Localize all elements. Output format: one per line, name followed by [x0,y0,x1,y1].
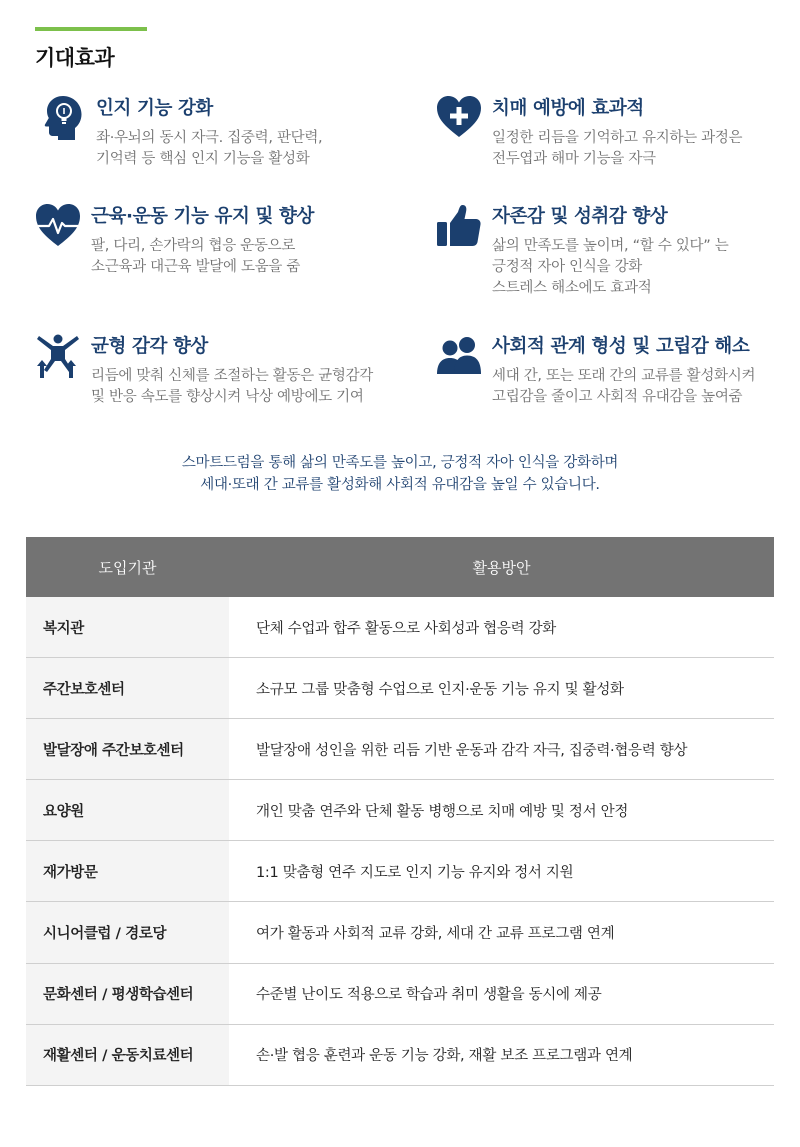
usage-cell: 단체 수업과 합주 활동으로 사회성과 협응력 강화 [256,620,556,637]
column-header-institution: 도입기관 [98,558,157,577]
effect-title: 자존감 및 성취감 향상 [492,206,668,227]
heart-plus-icon [436,94,482,140]
usage-cell: 수준별 난이도 적용으로 학습과 취미 생활을 동시에 제공 [256,987,602,1004]
effect-desc-line: 스트레스 해소에도 효과적 [492,280,652,296]
effect-title: 사회적 관계 형성 및 고립감 해소 [492,336,750,357]
effect-desc-line: 및 반응 속도를 향상시켜 낙상 예방에도 기여 [91,389,364,405]
effect-title: 인지 기능 강화 [96,98,213,119]
effect-description [96,128,322,170]
table-row [26,841,774,902]
table-row [26,719,774,780]
summary-text [0,452,800,496]
effect-desc-line: 일정한 리듬을 기억하고 유지하는 과정은 [492,130,743,146]
usage-cell: 여가 활동과 사회적 교류 강화, 세대 간 교류 프로그램 연계 [256,926,615,943]
effect-desc-line: 전두엽과 해마 기능을 자극 [492,151,656,167]
effect-desc-line: 기억력 등 핵심 인지 기능을 활성화 [96,151,310,167]
table-header [26,537,774,597]
usage-cell: 발달장애 성인을 위한 리듬 기반 운동과 감각 자극, 집중력·협응력 향상 [256,742,688,759]
table-row [26,597,774,658]
effect-desc-line: 팔, 다리, 손가락의 협응 운동으로 [91,238,296,254]
institution-cell: 요양원 [26,780,229,840]
institution-cell: 재활센터 / 운동치료센터 [26,1025,229,1085]
effect-desc-line: 세대 간, 또는 또래 간의 교류를 활성화시켜 [492,368,756,384]
effect-description [492,128,742,170]
effect-title: 치매 예방에 효과적 [492,98,644,119]
table-row [26,964,774,1025]
effect-desc-line: 긍정적 자아 인식을 강화 [492,259,642,275]
effect-title: 근육·운동 기능 유지 및 향상 [91,206,314,227]
effect-description [492,236,729,299]
table-row [26,1025,774,1086]
institution-cell: 시니어클럽 / 경로당 [26,902,229,962]
column-header-usage: 활용방안 [472,558,531,577]
heart-pulse-icon [35,202,81,248]
institution-cell: 문화센터 / 평생학습센터 [26,964,229,1024]
effect-description [91,366,373,408]
effect-description [91,236,300,278]
summary-line: 스마트드럼을 통해 삶의 만족도를 높이고, 긍정적 자아 인식을 강화하며 [181,455,619,471]
section-title: 기대효과 [35,46,115,70]
usage-cell: 1:1 맞춤형 연주 지도로 인지 기능 유지와 정서 지원 [256,864,574,881]
usage-cell: 손·발 협응 훈련과 운동 기능 강화, 재활 보조 프로그램과 연계 [256,1048,633,1065]
table-row [26,658,774,719]
effect-desc-line: 삶의 만족도를 높이며, “할 수 있다” 는 [492,238,729,254]
institution-cell: 주간보호센터 [26,658,229,718]
effect-desc-line: 고립감을 줄이고 사회적 유대감을 높여줌 [492,389,743,405]
people-group-icon [436,332,482,378]
institution-cell: 재가방문 [26,841,229,901]
balance-person-icon [35,332,81,378]
effect-title: 균형 감각 향상 [91,336,208,357]
table-row [26,780,774,841]
table-row [26,902,774,963]
brain-head-icon [40,94,86,140]
institution-table [26,537,774,1086]
thumbs-up-icon [436,202,482,248]
usage-cell: 개인 맞춤 연주와 단체 활동 병행으로 치매 예방 및 정서 안정 [256,803,629,820]
effect-description [492,366,755,408]
summary-line: 세대·또래 간 교류를 활성화해 사회적 유대감을 높일 수 있습니다. [200,477,600,493]
effect-desc-line: 좌·우뇌의 동시 자극. 집중력, 판단력, [96,130,323,146]
effect-desc-line: 소근육과 대근육 발달에 도움을 줌 [91,259,301,275]
accent-bar [35,27,147,31]
effect-desc-line: 리듬에 맞춰 신체를 조절하는 활동은 균형감각 [91,368,373,384]
usage-cell: 소규모 그룹 맞춤형 수업으로 인지·운동 기능 유지 및 활성화 [256,681,624,698]
institution-cell: 복지관 [26,597,229,657]
institution-cell: 발달장애 주간보호센터 [26,719,229,779]
